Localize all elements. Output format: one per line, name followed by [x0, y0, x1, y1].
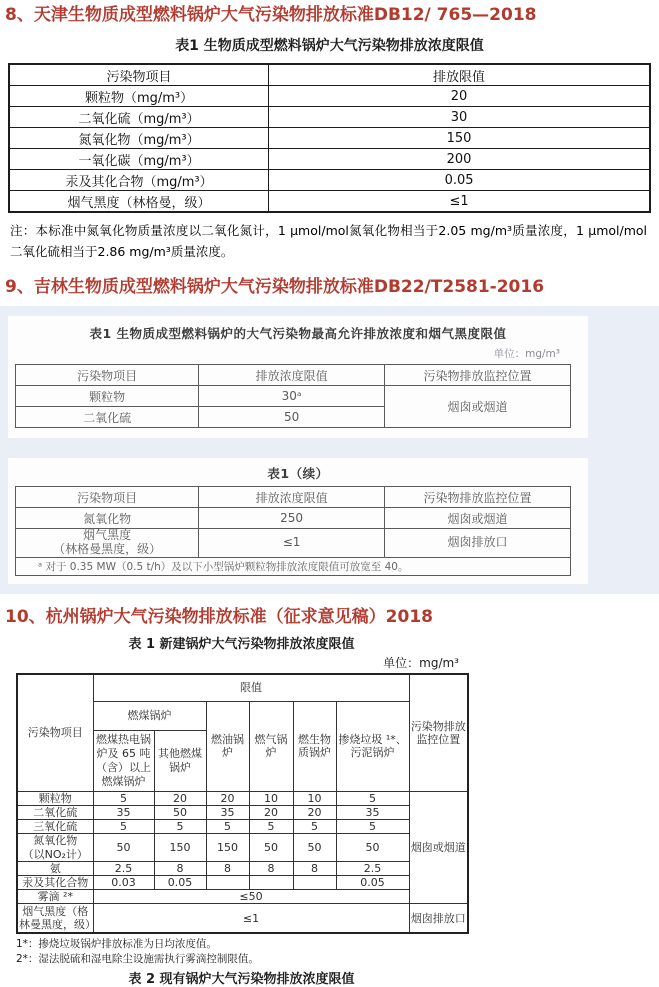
cell-value: 50 [93, 834, 154, 861]
table-row [16, 386, 571, 407]
cell-value: 8 [293, 861, 336, 875]
th-waste-sludge-boiler: 掺烧垃圾 ¹*、污泥锅炉 [336, 701, 409, 791]
cell-item-line1: 氮氧化物 [33, 834, 78, 848]
th-oil-boiler: 燃油锅炉 [206, 701, 249, 791]
cell-item: 氮氧化物（mg/m³） [9, 128, 269, 149]
section9-table1-card [8, 316, 588, 438]
cell-item: 颗粒物（mg/m³） [9, 86, 269, 107]
cell-value: 20 [249, 806, 293, 820]
table-row [9, 191, 650, 213]
cell-value: 50 [249, 834, 293, 861]
cell-item: 雾滴 ²* [17, 890, 93, 904]
th-coal-group: 燃煤锅炉 [93, 701, 206, 730]
section8-heading: 8、天津生物质成型燃料锅炉大气污染物排放标准DB12/ 765—2018 [5, 5, 537, 25]
table-row [16, 508, 571, 529]
cell-value: 8 [249, 861, 293, 875]
th-pollutant: 污染物项目 [16, 487, 199, 508]
cell-value: 150 [154, 834, 206, 861]
table-row [17, 820, 468, 834]
cell-value: 35 [206, 806, 249, 820]
cell-value: 150 [269, 128, 650, 149]
th-coal-other: 其他燃煤锅炉 [154, 730, 206, 791]
th-pollutant: 污染物项目 [9, 64, 269, 86]
th-biomass-boiler: 燃生物质锅炉 [293, 701, 336, 791]
table-header-row [16, 487, 571, 508]
cell-item: 烟气黑度（林格曼，级） [9, 191, 269, 213]
cell-item: 汞及其化合物 [17, 875, 93, 889]
cell-value: 10 [249, 791, 293, 805]
table-row-smoke [17, 904, 468, 934]
section9-heading: 9、吉林生物质成型燃料锅炉大气污染物排放标准DB22/T2581-2016 [5, 276, 545, 297]
cell-value: 30ᵃ [199, 386, 385, 407]
cell-monitor-main: 烟囱或烟道 [409, 791, 468, 904]
cell-value: 5 [93, 791, 154, 805]
cell-value: 50 [154, 806, 206, 820]
table-footnote: ᵃ 对于 0.35 MW（0.5 t/h）及以下小型锅炉颗粒物排放浓度限值可放宽至 40。 [16, 557, 571, 575]
section10-heading: 10、杭州锅炉大气污染物排放标准（征求意见稿）2018 [5, 606, 433, 627]
table-row [9, 86, 650, 107]
th-limit: 排放浓度限值 [199, 487, 385, 508]
th-limit: 排放限值 [269, 64, 650, 86]
th-limit-group: 限值 [93, 674, 409, 702]
table-header-row [9, 64, 650, 86]
cell-value-merged: ≤1 [93, 904, 409, 934]
cell-value: 35 [93, 806, 154, 820]
th-pollutant: 污染物项目 [16, 365, 199, 386]
cell-value: 250 [199, 508, 385, 529]
cell-value: 0.03 [93, 875, 154, 889]
section9-table1-cont-card [8, 458, 588, 584]
cell-value: 5 [293, 820, 336, 834]
th-limit: 排放浓度限值 [199, 365, 385, 386]
cell-item: 二氧化硫 [17, 806, 93, 820]
cell-value: 0.05 [154, 875, 206, 889]
table-row [17, 806, 468, 820]
cell-item: 二氧化硫 [16, 407, 199, 428]
cell-item: 氮氧化物 [16, 508, 199, 529]
section9-table1-cont-caption: 表1（续） [267, 466, 329, 481]
table-header-row [17, 674, 468, 702]
cell-item: 汞及其化合物（mg/m³） [9, 170, 269, 191]
table-row [9, 128, 650, 149]
cell-value [206, 875, 249, 889]
cell-value: 10 [293, 791, 336, 805]
table-row [9, 149, 650, 170]
table-row [17, 861, 468, 875]
cell-value: 5 [336, 820, 409, 834]
table-row [9, 170, 650, 191]
cell-value: 20 [206, 791, 249, 805]
section10-table2-caption: 表 2 现有锅炉大气污染物排放浓度限值 [128, 971, 355, 987]
cell-monitor: 烟囱或烟道 [385, 508, 571, 529]
cell-monitor-outlet: 烟囱排放口 [409, 904, 468, 934]
section8-table-caption: 表1 生物质成型燃料锅炉大气污染物排放浓度限值 [175, 38, 484, 55]
cell-value: 0.05 [336, 875, 409, 889]
cell-value: 2.5 [93, 861, 154, 875]
section9-scan-area [0, 306, 659, 594]
footnote-1: 1*：掺烧垃圾锅炉排放标准为日均浓度值。 [16, 938, 217, 951]
cell-value: ≤1 [199, 529, 385, 558]
footnote-2: 2*：湿法脱硫和湿电除尘设施需执行雾滴控制限值。 [16, 952, 259, 965]
cell-value: 8 [154, 861, 206, 875]
table-footnote-row [16, 557, 571, 575]
cell-value: 8 [206, 861, 249, 875]
cell-item [17, 834, 93, 861]
section10-table1-caption: 表 1 新建锅炉大气污染物排放浓度限值 [128, 636, 355, 652]
cell-monitor: 烟囱或烟道 [385, 386, 571, 428]
section9-table1-caption: 表1 生物质成型燃料锅炉的大气污染物最高允许排放浓度和烟气黑度限值 [89, 326, 507, 341]
section10-unit: 单位：mg/m³ [383, 655, 459, 670]
cell-item [16, 529, 199, 558]
cell-item-line2: （以NO₂计） [22, 847, 88, 861]
section9-table1-unit: 单位：mg/m³ [493, 348, 560, 360]
cell-item: 一氧化碳（mg/m³） [9, 149, 269, 170]
section8-note: 注：本标准中氮氧化物质量浓度以二氧化氮计，1 μmol/mol氮氧化物相当于2.05 mg/m³质量浓度，1 μmol/mol二氧化硫相当于2.86 mg/m³质量浓度。 [10, 223, 647, 259]
cell-value-merged: ≤50 [93, 890, 409, 904]
cell-monitor: 烟囱排放口 [385, 529, 571, 558]
section8-table [8, 63, 651, 213]
section9-table1 [15, 364, 571, 428]
cell-value: 5 [154, 820, 206, 834]
cell-item-line2: （林格曼黑度，级） [53, 541, 162, 556]
section9-table1-cont [15, 486, 571, 576]
section10-table1 [16, 673, 469, 935]
th-gas-boiler: 燃气锅炉 [249, 701, 293, 791]
cell-item: 二氧化硫（mg/m³） [9, 107, 269, 128]
table-row [9, 107, 650, 128]
table-row [16, 529, 571, 558]
cell-item-line1: 烟气黑度 [83, 528, 132, 542]
section10-footnotes [16, 937, 659, 965]
th-pollutant: 污染物项目 [17, 674, 93, 792]
cell-value: 50 [199, 407, 385, 428]
cell-value: 5 [249, 820, 293, 834]
cell-value: 0.05 [269, 170, 650, 191]
table-row-mist [17, 890, 468, 904]
cell-value [249, 875, 293, 889]
cell-value [293, 875, 336, 889]
cell-value: 20 [269, 86, 650, 107]
cell-value: 5 [206, 820, 249, 834]
cell-item: 氨 [17, 861, 93, 875]
th-monitor: 污染物排放监控位置 [409, 674, 468, 792]
table-header-row [16, 365, 571, 386]
table-row [17, 875, 468, 889]
table-row [17, 834, 468, 861]
cell-value: 50 [336, 834, 409, 861]
cell-value: ≤1 [269, 191, 650, 213]
cell-value: 30 [269, 107, 650, 128]
th-monitor: 污染物排放监控位置 [385, 365, 571, 386]
th-monitor: 污染物排放监控位置 [385, 487, 571, 508]
cell-value: 20 [154, 791, 206, 805]
cell-value: 200 [269, 149, 650, 170]
cell-value: 35 [336, 806, 409, 820]
cell-item: 颗粒物 [16, 386, 199, 407]
th-coal-chp: 燃煤热电锅炉及 65 吨（含）以上燃煤锅炉 [93, 730, 154, 791]
table-row [17, 791, 468, 805]
cell-value: 2.5 [336, 861, 409, 875]
cell-value: 150 [206, 834, 249, 861]
cell-value: 20 [293, 806, 336, 820]
cell-value: 5 [336, 791, 409, 805]
cell-item: 颗粒物 [17, 791, 93, 805]
cell-value: 50 [293, 834, 336, 861]
cell-value: 5 [93, 820, 154, 834]
cell-item: 烟气黑度（格林曼黑度，级） [19, 905, 96, 932]
cell-item: 三氧化硫 [17, 820, 93, 834]
